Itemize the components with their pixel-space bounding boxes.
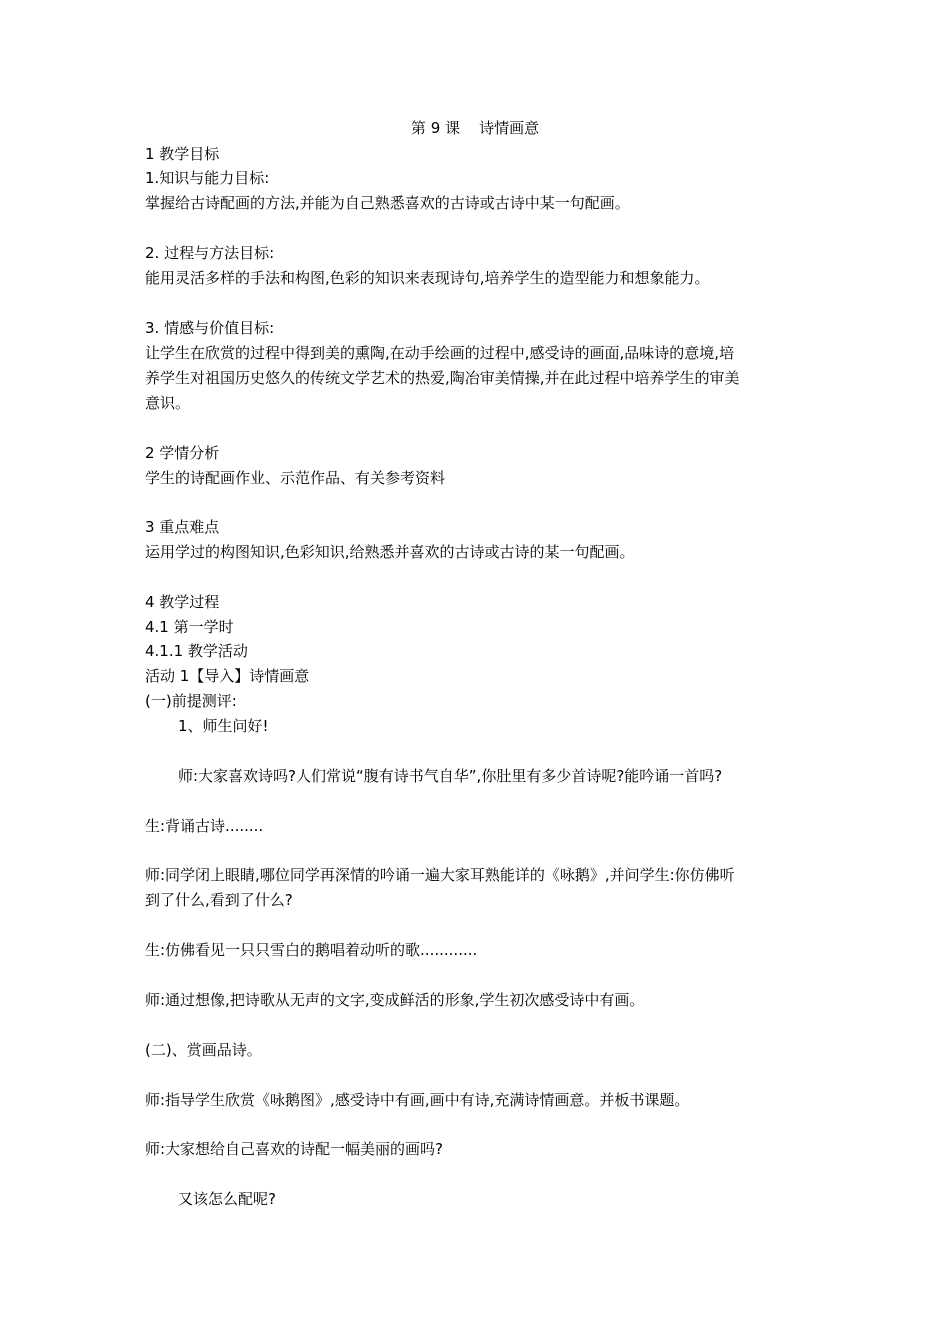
paragraph-line: 养学生对祖国历史悠久的传统文学艺术的热爱,陶冶审美情操,并在此过程中培养学生的审美 (145, 369, 740, 387)
paragraph-line: 生:背诵古诗........ (145, 817, 264, 835)
paragraph-line: 师:大家喜欢诗吗?人们常说“腹有诗书气自华”,你肚里有多少首诗呢?能吟诵一首吗? (178, 767, 723, 785)
section-heading-teaching-goals: 1 教学目标 (145, 145, 220, 163)
paragraph-line: 让学生在欣赏的过程中得到美的熏陶,在动手绘画的过程中,感受诗的画面,品味诗的意境,培 (145, 344, 735, 362)
section-heading-student-analysis: 2 学情分析 (145, 444, 220, 462)
subheading-emotion-value: 3. 情感与价值目标: (145, 319, 275, 337)
paragraph-line: 师:大家想给自己喜欢的诗配一幅美丽的画吗? (145, 1140, 444, 1158)
section-heading-teaching-process: 4 教学过程 (145, 593, 220, 611)
paragraph-line: 学生的诗配画作业、示范作品、有关参考资料 (145, 469, 446, 487)
activity-heading: 活动 1【导入】诗情画意 (145, 667, 310, 685)
subheading-knowledge-ability: 1.知识与能力目标: (145, 169, 270, 187)
paragraph-line: 到了什么,看到了什么? (145, 891, 293, 909)
paragraph-line: 运用学过的构图知识,色彩知识,给熟悉并喜欢的古诗或古诗的某一句配画。 (145, 543, 635, 561)
paragraph-line: 意识。 (145, 394, 191, 412)
section-heading-key-points: 3 重点难点 (145, 518, 220, 536)
paragraph-line: 掌握给古诗配画的方法,并能为自己熟悉喜欢的古诗或古诗中某一句配画。 (145, 194, 630, 212)
paragraph-line: 师:同学闭上眼睛,哪位同学再深情的吟诵一遍大家耳熟能详的《咏鹅》,并问学生:你仿佛听 (145, 866, 735, 884)
subheading-first-period: 4.1 第一学时 (145, 618, 234, 636)
subheading-teaching-activity: 4.1.1 教学活动 (145, 642, 248, 660)
lesson-title: 第 9 课 诗情画意 (410, 119, 540, 137)
subheading-pre-assessment: (一)前提测评: (145, 692, 237, 710)
subheading-appreciate: (二)、赏画品诗。 (145, 1041, 262, 1059)
paragraph-line: 1、师生问好! (178, 717, 269, 735)
paragraph-line: 能用灵活多样的手法和构图,色彩的知识来表现诗句,培养学生的造型能力和想象能力。 (145, 269, 710, 287)
paragraph-line: 又该怎么配呢? (178, 1190, 276, 1208)
paragraph-line: 师:指导学生欣赏《咏鹅图》,感受诗中有画,画中有诗,充满诗情画意。并板书课题。 (145, 1091, 690, 1109)
paragraph-line: 师:通过想像,把诗歌从无声的文字,变成鲜活的形象,学生初次感受诗中有画。 (145, 991, 645, 1009)
paragraph-line: 生:仿佛看见一只只雪白的鹅唱着动听的歌............ (145, 941, 478, 959)
subheading-process-method: 2. 过程与方法目标: (145, 244, 275, 262)
